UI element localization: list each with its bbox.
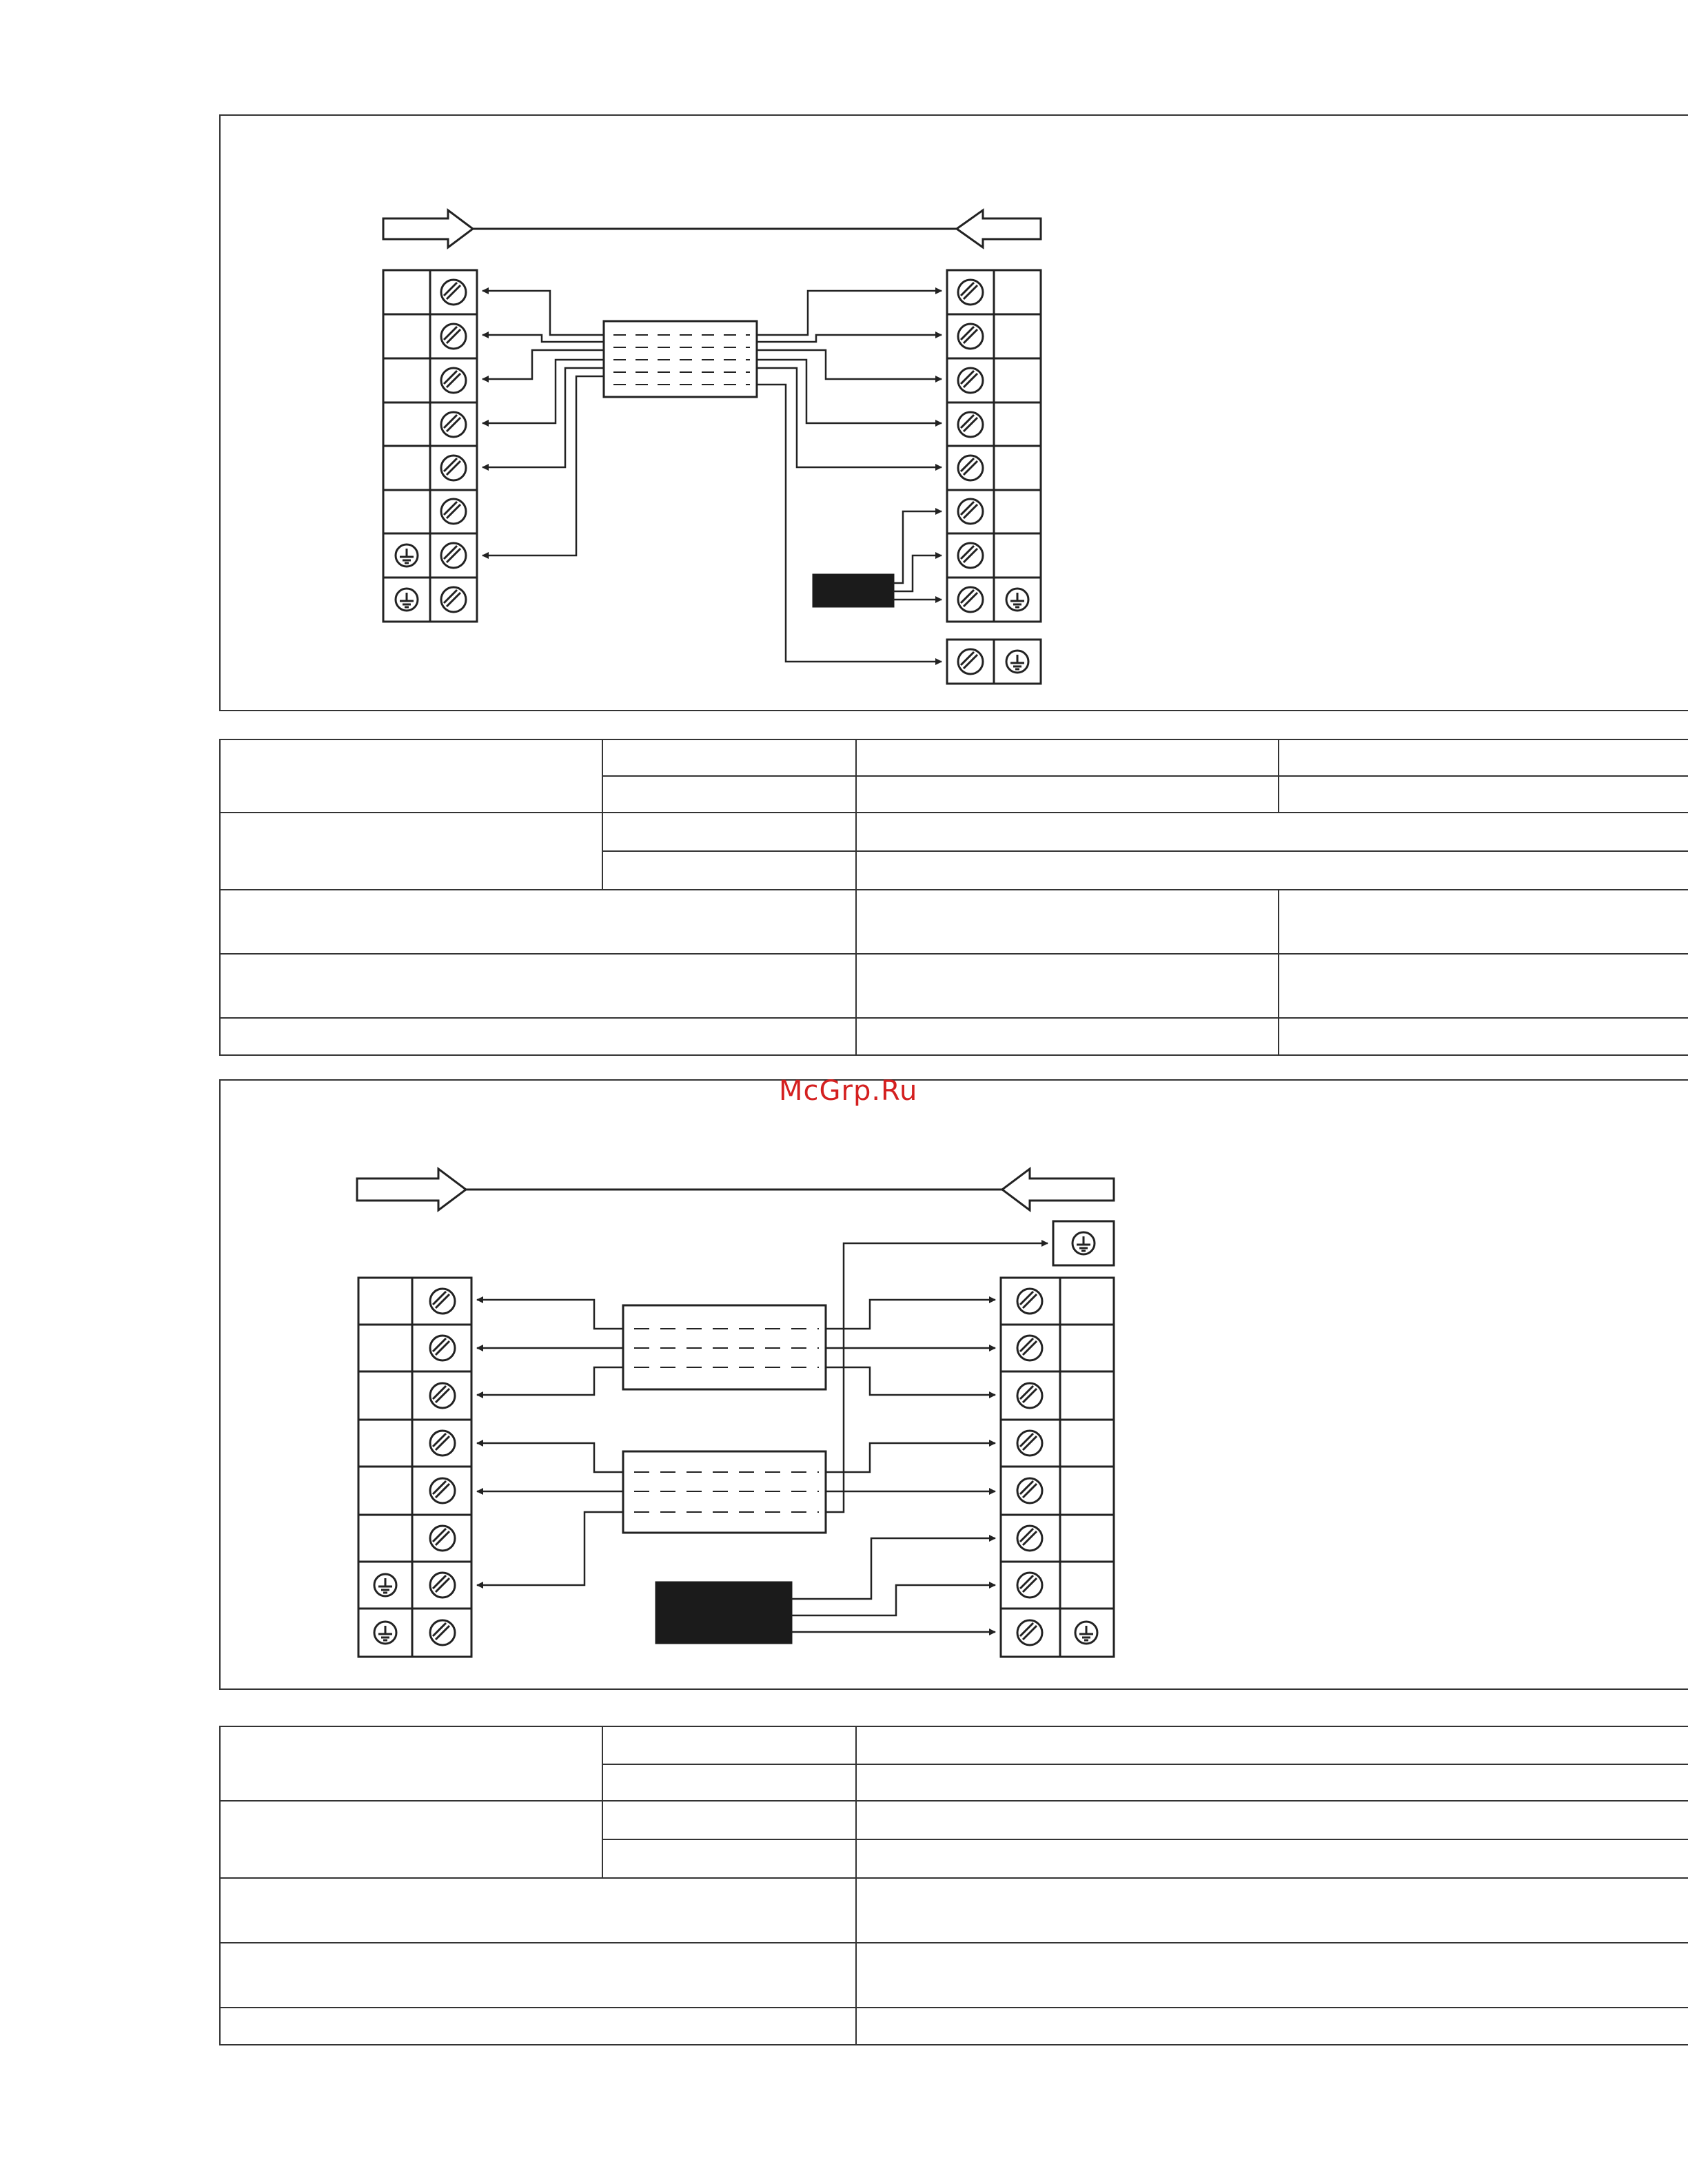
spec-table-1 <box>219 739 1688 1056</box>
table-cell <box>856 890 1279 954</box>
table-cell <box>602 851 856 890</box>
table-cell <box>1279 776 1688 813</box>
device-block <box>656 1582 791 1643</box>
table-cell <box>602 1801 856 1839</box>
diagram-2 <box>357 1169 1114 1657</box>
spec-table-2 <box>219 1726 1688 2045</box>
arrow-left-icon <box>1002 1169 1114 1210</box>
device-block <box>813 575 893 606</box>
table-cell <box>220 1018 856 1055</box>
arrow-left-icon <box>957 210 1041 247</box>
table-cell <box>856 1839 1688 1878</box>
table-cell <box>602 1839 856 1878</box>
table-cell <box>602 813 856 851</box>
table-cell <box>856 739 1279 776</box>
table-cell <box>220 890 856 954</box>
table-cell <box>220 1801 602 1878</box>
table-cell <box>856 1726 1688 1764</box>
table-row <box>220 813 1688 851</box>
table-cell <box>856 776 1279 813</box>
diagram-1 <box>383 210 1041 684</box>
table-row <box>220 1726 1688 1764</box>
table-cell <box>220 813 602 890</box>
table-cell <box>1279 890 1688 954</box>
table-row <box>220 1018 1688 1055</box>
table-cell <box>220 2008 856 2045</box>
table-cell <box>856 1018 1279 1055</box>
table-cell <box>220 1878 856 1943</box>
table-cell <box>856 851 1688 890</box>
table-cell <box>1279 954 1688 1018</box>
table-row <box>220 890 1688 954</box>
table-cell <box>220 1726 602 1801</box>
table-cell <box>220 1943 856 2008</box>
table-cell <box>220 954 856 1018</box>
table-cell <box>856 2008 1688 2045</box>
table-row <box>220 1801 1688 1839</box>
table-cell <box>220 739 602 813</box>
table-cell <box>856 1764 1688 1801</box>
table-cell <box>602 1726 856 1764</box>
table-row <box>220 1943 1688 2008</box>
table-cell <box>856 813 1688 851</box>
table-cell <box>602 776 856 813</box>
table-cell <box>1279 739 1688 776</box>
table-row <box>220 1878 1688 1943</box>
table-cell <box>602 1764 856 1801</box>
arrow-right-icon <box>357 1169 466 1210</box>
table-cell <box>602 739 856 776</box>
table-row <box>220 954 1688 1018</box>
table-cell <box>856 1878 1688 1943</box>
table-cell <box>856 1943 1688 2008</box>
arrow-right-icon <box>383 210 473 247</box>
table-cell <box>856 1801 1688 1839</box>
table-cell <box>1279 1018 1688 1055</box>
watermark-text: McGrp.Ru <box>779 1075 918 1107</box>
table-row <box>220 2008 1688 2045</box>
table-row <box>220 739 1688 776</box>
table-cell <box>856 954 1279 1018</box>
